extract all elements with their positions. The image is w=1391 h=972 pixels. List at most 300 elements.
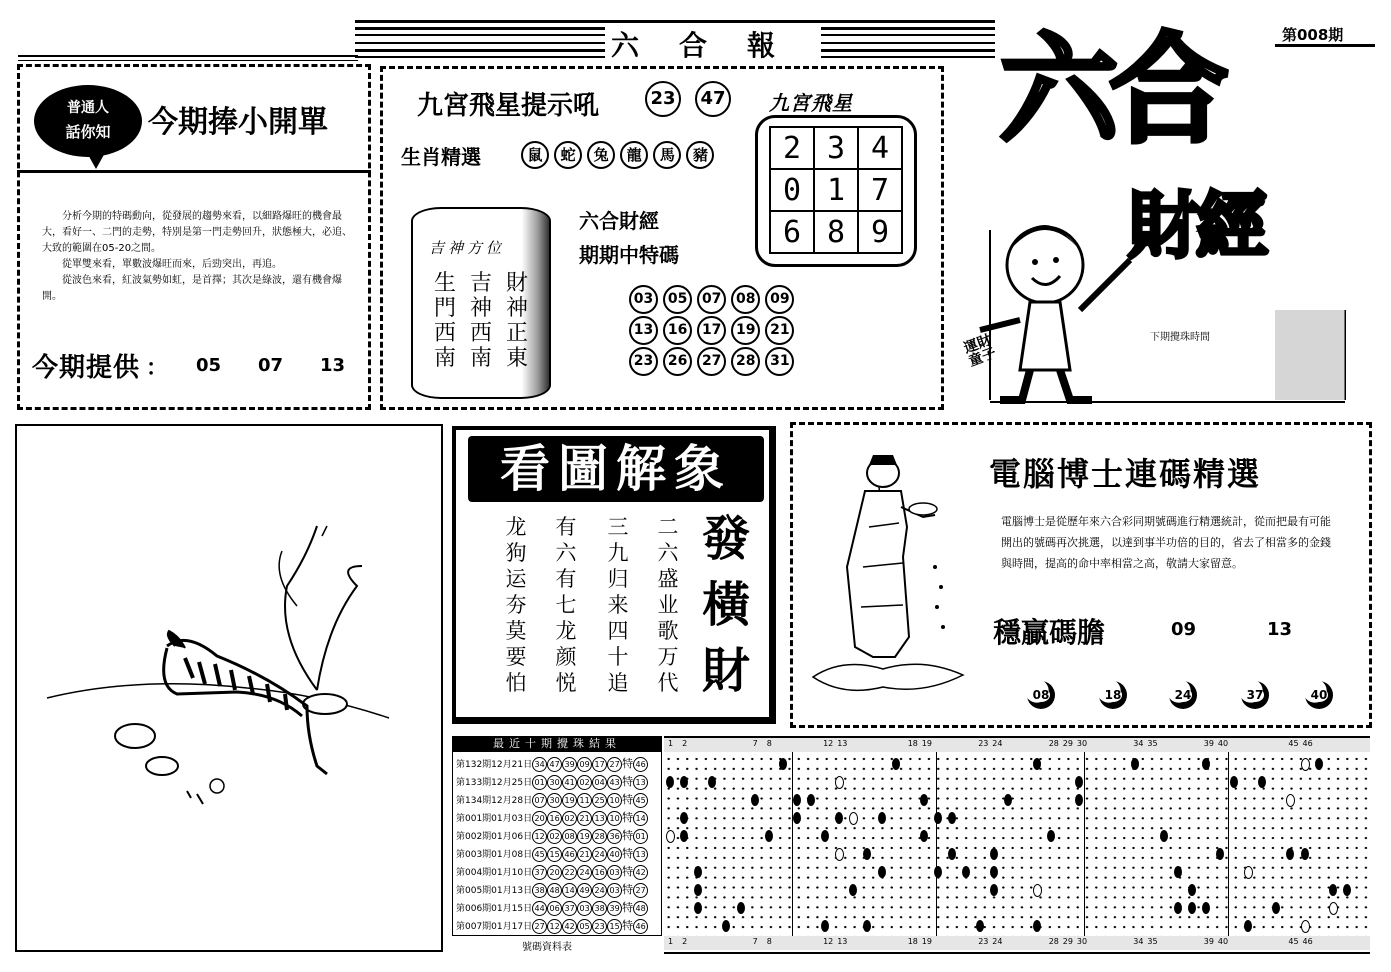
row-label: 第004期01月10日	[456, 867, 533, 878]
axis-label: 35	[1147, 739, 1158, 748]
axis-label: 28	[1048, 937, 1059, 946]
axis-label: 1	[668, 937, 674, 946]
result-number: 27	[607, 757, 622, 772]
scroll-char: 南	[433, 346, 456, 371]
pick-ball-num: 40	[1310, 688, 1328, 702]
special-marker	[1301, 758, 1310, 771]
pick-ball-num: 24	[1174, 688, 1192, 702]
row-numbers	[532, 826, 648, 844]
special-mark: 特	[622, 774, 634, 788]
zodiac-list	[521, 141, 714, 169]
pick-ball	[1305, 681, 1333, 709]
pick-ball	[1169, 681, 1197, 709]
special-mark: 特	[622, 846, 634, 860]
big-char: 橫	[701, 577, 750, 633]
table-row	[456, 916, 648, 934]
axis-label: 8	[766, 937, 772, 946]
special-number: 09	[765, 285, 794, 314]
dot-grid	[664, 754, 1370, 936]
drawn-marker	[863, 920, 871, 932]
sage-figure-icon	[803, 447, 973, 697]
table-row	[456, 844, 648, 862]
axis-label: 12	[823, 937, 834, 946]
mascot-tag: 運財童子	[961, 332, 999, 370]
result-number: 19	[577, 829, 592, 844]
result-number: 20	[547, 865, 562, 880]
drawn-marker	[849, 884, 857, 896]
result-number: 45	[532, 847, 547, 862]
special-mark: 特	[622, 918, 634, 932]
pick-ball	[1027, 681, 1055, 709]
axis-label: 35	[1147, 937, 1158, 946]
riddle-char: 悦	[555, 671, 577, 695]
table-row	[456, 862, 648, 880]
scroll-char: 南	[469, 346, 492, 371]
riddle-char: 十	[607, 645, 629, 669]
next-draw-label: 下期攪珠時間	[1150, 332, 1210, 343]
zodiac-label: 生肖精選	[401, 145, 481, 169]
special-number: 13	[629, 316, 658, 345]
riddle-char: 莫	[505, 619, 527, 643]
axis-label: 45	[1288, 739, 1299, 748]
special-number: 08	[731, 285, 760, 314]
result-number: 49	[577, 883, 592, 898]
title-num-1: 23	[645, 81, 681, 117]
title-num-2: 47	[695, 81, 731, 117]
drawn-marker	[1131, 758, 1139, 770]
steady-num-1: 09	[1171, 619, 1197, 640]
zodiac-1: 鼠	[521, 141, 549, 169]
axis-label: 40	[1217, 937, 1229, 946]
result-number: 03	[577, 901, 592, 916]
results-panel	[452, 736, 1372, 954]
pick-ball-num: 37	[1246, 688, 1264, 702]
result-number: 47	[547, 757, 562, 772]
special-marker	[1301, 920, 1310, 933]
special-number: 23	[629, 347, 658, 376]
result-number: 16	[547, 811, 562, 826]
results-title: 最近十期攪珠結果	[493, 737, 621, 750]
riddle-char: 三	[607, 515, 629, 539]
special-mark: 特	[622, 882, 634, 896]
special-mark: 特	[622, 810, 634, 824]
axis-label: 34	[1133, 937, 1144, 946]
drawn-marker	[666, 776, 674, 788]
axis-label: 23	[978, 739, 989, 748]
axis-label: 24	[992, 739, 1003, 748]
riddle-title-banner	[468, 436, 764, 502]
riddle-char: 颜	[555, 645, 577, 669]
result-number: 10	[607, 811, 622, 826]
special-number: 31	[765, 347, 794, 376]
provide-num-3: 13	[320, 355, 346, 376]
result-number: 30	[547, 793, 562, 808]
special-number: 26	[663, 347, 692, 376]
drawn-marker	[1075, 794, 1083, 806]
axis-label: 29	[1062, 937, 1073, 946]
special-number: 27	[697, 347, 726, 376]
special-marker	[849, 812, 858, 825]
special-marker	[835, 848, 844, 861]
results-title-bar	[452, 736, 662, 751]
special-number: 28	[731, 347, 760, 376]
table-row	[456, 808, 648, 826]
axis-label: 1	[668, 739, 674, 748]
scroll-char: 門	[433, 296, 456, 321]
result-number: 39	[562, 757, 577, 772]
grid-cell: 9	[858, 211, 902, 253]
drawn-marker	[694, 884, 702, 896]
drawn-marker	[1047, 830, 1055, 842]
table-row	[456, 880, 648, 898]
axis-label: 30	[1076, 739, 1088, 748]
result-number: 15	[547, 847, 562, 862]
drawn-marker	[878, 866, 886, 878]
riddle-char: 二	[657, 515, 679, 539]
result-number: 24	[577, 865, 592, 880]
riddle-char: 要	[505, 645, 527, 669]
table-row	[456, 772, 648, 790]
provide-colon: ：	[146, 356, 169, 381]
result-special-number: 14	[633, 811, 648, 826]
drawn-marker	[1202, 758, 1210, 770]
axis-label: 23	[978, 937, 989, 946]
riddle-char: 有	[555, 515, 577, 539]
zodiac-4: 龍	[620, 141, 648, 169]
riddle-char: 归	[607, 567, 629, 591]
axis-label: 7	[752, 937, 758, 946]
results-table	[456, 754, 648, 934]
row-label: 第002期01月06日	[456, 831, 533, 842]
result-special-number: 46	[633, 919, 648, 934]
drawn-marker	[976, 920, 984, 932]
result-number: 03	[607, 883, 622, 898]
special-mark: 特	[622, 756, 634, 770]
distribution-chart	[664, 736, 1370, 954]
drawn-marker	[694, 866, 702, 878]
provide-num-1: 05	[196, 355, 222, 376]
result-number: 20	[532, 811, 547, 826]
axis-label: 24	[992, 937, 1003, 946]
drawn-marker	[1075, 776, 1083, 788]
riddle-column-3	[554, 514, 578, 696]
riddle-column-4	[504, 514, 528, 696]
result-number: 27	[532, 919, 547, 934]
result-number: 12	[532, 829, 547, 844]
result-number: 24	[592, 883, 607, 898]
result-number: 41	[562, 775, 577, 790]
result-number: 13	[592, 811, 607, 826]
grid-cell: 1	[814, 169, 858, 211]
result-number: 10	[607, 793, 622, 808]
caijing-label: 六合財經	[579, 209, 659, 233]
drawn-marker	[892, 758, 900, 770]
result-number: 28	[592, 829, 607, 844]
nine-palace-box	[380, 66, 944, 410]
masthead-title: 六合報	[605, 24, 821, 64]
axis-label: 46	[1302, 739, 1313, 748]
riddle-char: 七	[555, 593, 577, 617]
axis-label: 30	[1076, 937, 1088, 946]
scroll-char: 西	[433, 321, 456, 346]
result-number: 37	[532, 865, 547, 880]
drawn-marker	[1272, 902, 1280, 914]
drawn-marker	[680, 776, 688, 788]
riddle-char: 有	[555, 567, 577, 591]
drawn-marker	[1244, 920, 1252, 932]
special-number: 03	[629, 285, 658, 314]
result-special-number: 46	[633, 757, 648, 772]
special-mark: 特	[622, 792, 634, 806]
scroll-col-1	[433, 271, 457, 371]
row-numbers	[532, 754, 648, 772]
special-number: 07	[697, 285, 726, 314]
riddle-char: 狗	[505, 541, 527, 565]
axis-label: 13	[837, 739, 848, 748]
row-label: 第133期12月25日	[456, 777, 533, 788]
axis-label: 34	[1133, 739, 1144, 748]
drawn-marker	[779, 758, 787, 770]
result-number: 37	[562, 901, 577, 916]
steady-label: 穩贏碼膽	[993, 616, 1106, 649]
result-number: 39	[607, 901, 622, 916]
drawn-marker	[821, 920, 829, 932]
special-mark: 特	[622, 864, 634, 878]
row-numbers	[532, 898, 648, 916]
riddle-char: 六	[555, 541, 577, 565]
results-footer: 號碼資料表	[522, 942, 572, 953]
computer-picks-title: 電腦博士連碼精選	[989, 455, 1262, 493]
riddle-column-2	[606, 514, 630, 696]
result-special-number: 01	[633, 829, 648, 844]
drawn-marker	[1188, 884, 1196, 896]
result-number: 19	[562, 793, 577, 808]
drawn-marker	[948, 812, 956, 824]
scroll-char: 財	[505, 271, 528, 296]
axis-label: 28	[1048, 739, 1059, 748]
special-number: 16	[663, 316, 692, 345]
steady-num-2: 13	[1267, 619, 1293, 640]
axis-label: 39	[1203, 739, 1214, 748]
logo-title-top: 六合	[1000, 20, 1221, 159]
axis-label: 2	[682, 937, 688, 946]
drawn-marker	[1033, 920, 1041, 932]
drawn-marker	[694, 902, 702, 914]
special-marker	[1033, 884, 1042, 897]
result-number: 02	[577, 775, 592, 790]
riddle-char: 怕	[505, 671, 527, 695]
pick-ball-num: 08	[1032, 688, 1050, 702]
analysis-p1: 分析今期的特碼動向，從發展的趨勢來看，以細路爆旺的機會最大，看好一、二門的走勢，特別是第一門走勢回升，狀態極大，必追、大致的範圍在05-20之間。	[42, 211, 352, 254]
result-number: 34	[532, 757, 547, 772]
logo-area	[960, 10, 1380, 410]
result-number: 14	[562, 883, 577, 898]
drawn-marker	[680, 830, 688, 842]
tips-title: 今期捧小開單	[148, 105, 328, 140]
row-label: 第006期01月15日	[456, 903, 533, 914]
tips-box	[17, 64, 371, 410]
zodiac-3: 兔	[587, 141, 615, 169]
pick-ball	[1099, 681, 1127, 709]
special-marker	[835, 776, 844, 789]
drawn-marker	[1033, 758, 1041, 770]
drawn-marker	[793, 794, 801, 806]
grid-cell: 6	[770, 211, 814, 253]
scroll-char: 吉	[469, 271, 492, 296]
riddle-char: 夯	[505, 593, 527, 617]
axis-label: 12	[823, 739, 834, 748]
drawn-marker	[1216, 848, 1224, 860]
riddle-char: 业	[657, 593, 679, 617]
drawn-marker	[708, 776, 716, 788]
logo-title-bottom: 財經	[1128, 183, 1265, 268]
result-number: 21	[577, 847, 592, 862]
result-number: 36	[607, 829, 622, 844]
riddle-char: 四	[607, 619, 629, 643]
riddle-char: 六	[657, 541, 679, 565]
pick-ball-num: 18	[1104, 688, 1122, 702]
axis-label: 40	[1217, 739, 1229, 748]
row-numbers	[532, 772, 648, 790]
riddle-char: 代	[657, 671, 679, 695]
zodiac-6: 豬	[686, 141, 714, 169]
axis-top	[664, 738, 1370, 752]
row-label: 第007期01月17日	[456, 921, 533, 932]
row-label: 第001期01月03日	[456, 813, 533, 824]
scroll-char: 東	[505, 346, 528, 371]
drawn-marker	[1174, 902, 1182, 914]
scroll-char: 生	[433, 271, 456, 296]
result-number: 48	[547, 883, 562, 898]
drawn-marker	[680, 812, 688, 824]
scroll-col-3	[505, 271, 529, 371]
scroll-char: 西	[469, 321, 492, 346]
drawn-marker	[878, 812, 886, 824]
axis-label: 29	[1062, 739, 1073, 748]
drawn-marker	[807, 794, 815, 806]
pick-ball	[1241, 681, 1269, 709]
result-number: 30	[547, 775, 562, 790]
issue-number: 第008期	[1282, 26, 1344, 44]
result-number: 22	[562, 865, 577, 880]
grid-cell: 3	[814, 127, 858, 169]
result-number: 01	[532, 775, 547, 790]
big-char: 財	[701, 643, 750, 699]
result-number: 38	[592, 901, 607, 916]
drawn-marker	[1301, 848, 1309, 860]
result-number: 16	[592, 865, 607, 880]
zodiac-5: 馬	[653, 141, 681, 169]
riddle-char: 九	[607, 541, 629, 565]
axis-label: 46	[1302, 937, 1313, 946]
row-numbers	[532, 790, 648, 808]
riddle-big-chars	[696, 506, 756, 704]
grid-cell: 7	[858, 169, 902, 211]
big-char: 發	[701, 511, 750, 567]
axis-label: 45	[1288, 937, 1299, 946]
result-number: 17	[592, 757, 607, 772]
computer-picks-box	[790, 422, 1372, 728]
special-number: 17	[697, 316, 726, 345]
drawn-marker	[990, 866, 998, 878]
drawn-marker	[990, 884, 998, 896]
special-number: 19	[731, 316, 760, 345]
drawn-marker	[1258, 776, 1266, 788]
drawn-marker	[920, 794, 928, 806]
result-number: 24	[592, 847, 607, 862]
drawn-marker	[751, 794, 759, 806]
result-number: 38	[532, 883, 547, 898]
nine-palace-title: 九宮飛星提示吼	[417, 91, 600, 121]
result-number: 15	[607, 919, 622, 934]
special-marker	[666, 830, 675, 843]
drawn-marker	[948, 848, 956, 860]
axis-label: 18	[907, 739, 918, 748]
drawn-marker	[1188, 902, 1196, 914]
result-special-number: 13	[633, 847, 648, 862]
axis-label: 2	[682, 739, 688, 748]
drawn-marker	[722, 920, 730, 932]
riddle-char: 歌	[657, 619, 679, 643]
table-row	[456, 898, 648, 916]
grid-cell: 2	[770, 127, 814, 169]
special-number: 05	[663, 285, 692, 314]
special-marker	[1244, 866, 1253, 879]
drawn-marker	[1202, 902, 1210, 914]
row-label: 第003期01月08日	[456, 849, 533, 860]
riddle-char: 盛	[657, 567, 679, 591]
auspicious-scroll	[411, 207, 551, 399]
drawn-marker	[1230, 776, 1238, 788]
special-mark: 特	[622, 900, 634, 914]
analysis-p2: 從單雙來看，單數波爆旺而來，后勁突出，再追。	[62, 259, 282, 270]
drawn-marker	[1160, 830, 1168, 842]
result-special-number: 48	[633, 901, 648, 916]
result-number: 02	[547, 829, 562, 844]
scroll-title: 吉神方位	[429, 239, 506, 257]
riddle-char: 万	[657, 645, 679, 669]
result-number: 06	[547, 901, 562, 916]
axis-label: 7	[752, 739, 758, 748]
masthead-band	[355, 18, 995, 63]
riddle-char: 运	[505, 567, 527, 591]
axis-label: 19	[921, 937, 932, 946]
result-special-number: 42	[633, 865, 648, 880]
zodiac-2: 蛇	[554, 141, 582, 169]
grid-cell: 0	[770, 169, 814, 211]
nine-palace-grid	[755, 115, 917, 267]
drawn-marker	[990, 848, 998, 860]
result-number: 05	[577, 919, 592, 934]
result-number: 40	[607, 847, 622, 862]
special-mark: 特	[622, 828, 634, 842]
drawn-marker	[962, 866, 970, 878]
drawn-marker	[1286, 848, 1294, 860]
bubble-line1: 普通人	[67, 100, 109, 116]
drawn-marker	[863, 848, 871, 860]
row-label: 第132期12月21日	[456, 759, 533, 770]
drawn-marker	[920, 830, 928, 842]
special-marker	[1329, 902, 1338, 915]
result-number: 44	[532, 901, 547, 916]
provide-num-2: 07	[258, 355, 284, 376]
result-number: 23	[592, 919, 607, 934]
drawn-marker	[737, 902, 745, 914]
tiger-picture	[15, 424, 443, 952]
tiger-illustration-icon	[17, 426, 441, 950]
result-number: 43	[607, 775, 622, 790]
axis-label: 13	[837, 937, 848, 946]
